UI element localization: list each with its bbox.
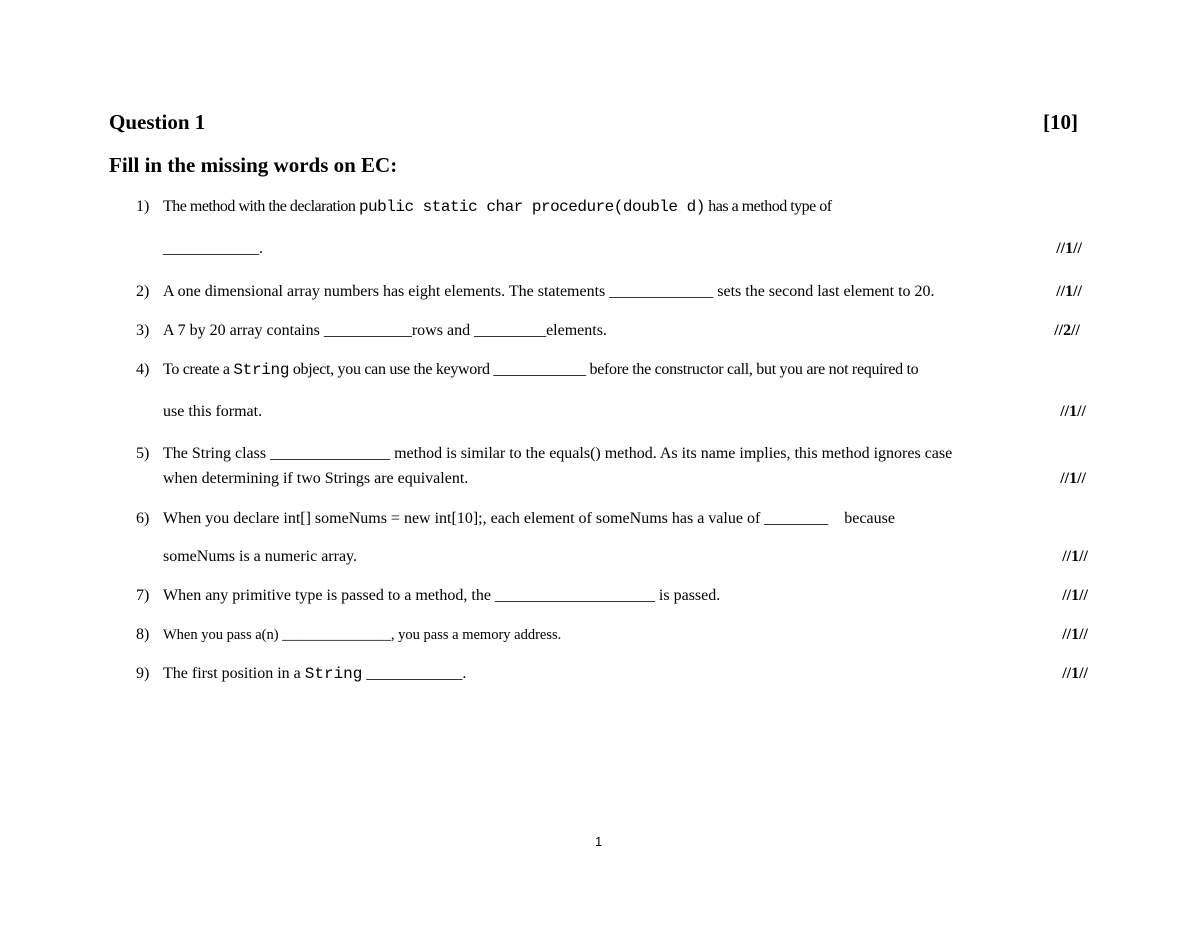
item-text-line2: use this format. [163,403,263,420]
item-mark: //1// [1056,240,1082,257]
item-mark: //1// [1062,626,1088,643]
item-number: 2) [136,283,150,300]
item-text-line2: someNums is a numeric array. [163,548,358,565]
item-text-line2: ____________. [163,240,263,257]
code-snippet: String [233,361,290,379]
item-text: The String class _______________ method is similar to the equals() method. As its name implies, this method ignores case [163,445,953,462]
question-total-marks: [10] [1043,110,1078,134]
item-text: When you declare int[] someNums = new int[10];, each element of someNums has a value of ________ because [163,510,895,527]
item-text-pre: To create a [163,361,234,378]
item-number: 7) [136,587,150,604]
page-number: 1 [595,834,603,849]
item-text: A 7 by 20 array contains ___________rows and _________elements. [163,322,607,339]
item-text-pre: The first position in a [163,665,305,682]
code-snippet: String [304,665,363,683]
item-number: 4) [136,361,150,378]
item-mark: //1// [1062,665,1088,682]
question-title: Question 1 [109,110,206,134]
instruction-heading: Fill in the missing words on EC: [109,153,398,177]
item-text [163,198,832,216]
item-text-post: ____________. [362,665,467,682]
item-text [163,665,466,683]
item-text-post: has a method type of [704,198,832,215]
item-number: 3) [136,322,150,339]
item-mark: //1// [1062,587,1088,604]
item-mark: //1// [1060,470,1086,487]
item-text-line2: when determining if two Strings are equivalent. [163,470,469,487]
item-number: 5) [136,445,150,462]
item-mark: //2// [1054,322,1080,339]
item-number: 1) [136,198,150,215]
item-text: When any primitive type is passed to a method, the ____________________ is passed. [163,587,721,604]
item-number: 9) [136,665,150,682]
item-text [163,361,918,379]
item-number: 8) [136,626,150,643]
item-text: A one dimensional array numbers has eight elements. The statements _____________ sets the second last element to 20. [163,283,935,300]
item-number: 6) [136,510,150,527]
item-text-pre: The method with the declaration [163,198,359,215]
item-text: When you pass a(n) _______________, you pass a memory address. [163,627,562,643]
item-mark: //1// [1056,283,1082,300]
item-mark: //1// [1062,548,1088,565]
code-snippet: public static char procedure(double d) [358,198,705,216]
item-mark: //1// [1060,403,1086,420]
item-text-post: object, you can use the keyword ____________ before the constructor call, but you are not required to [289,361,919,378]
